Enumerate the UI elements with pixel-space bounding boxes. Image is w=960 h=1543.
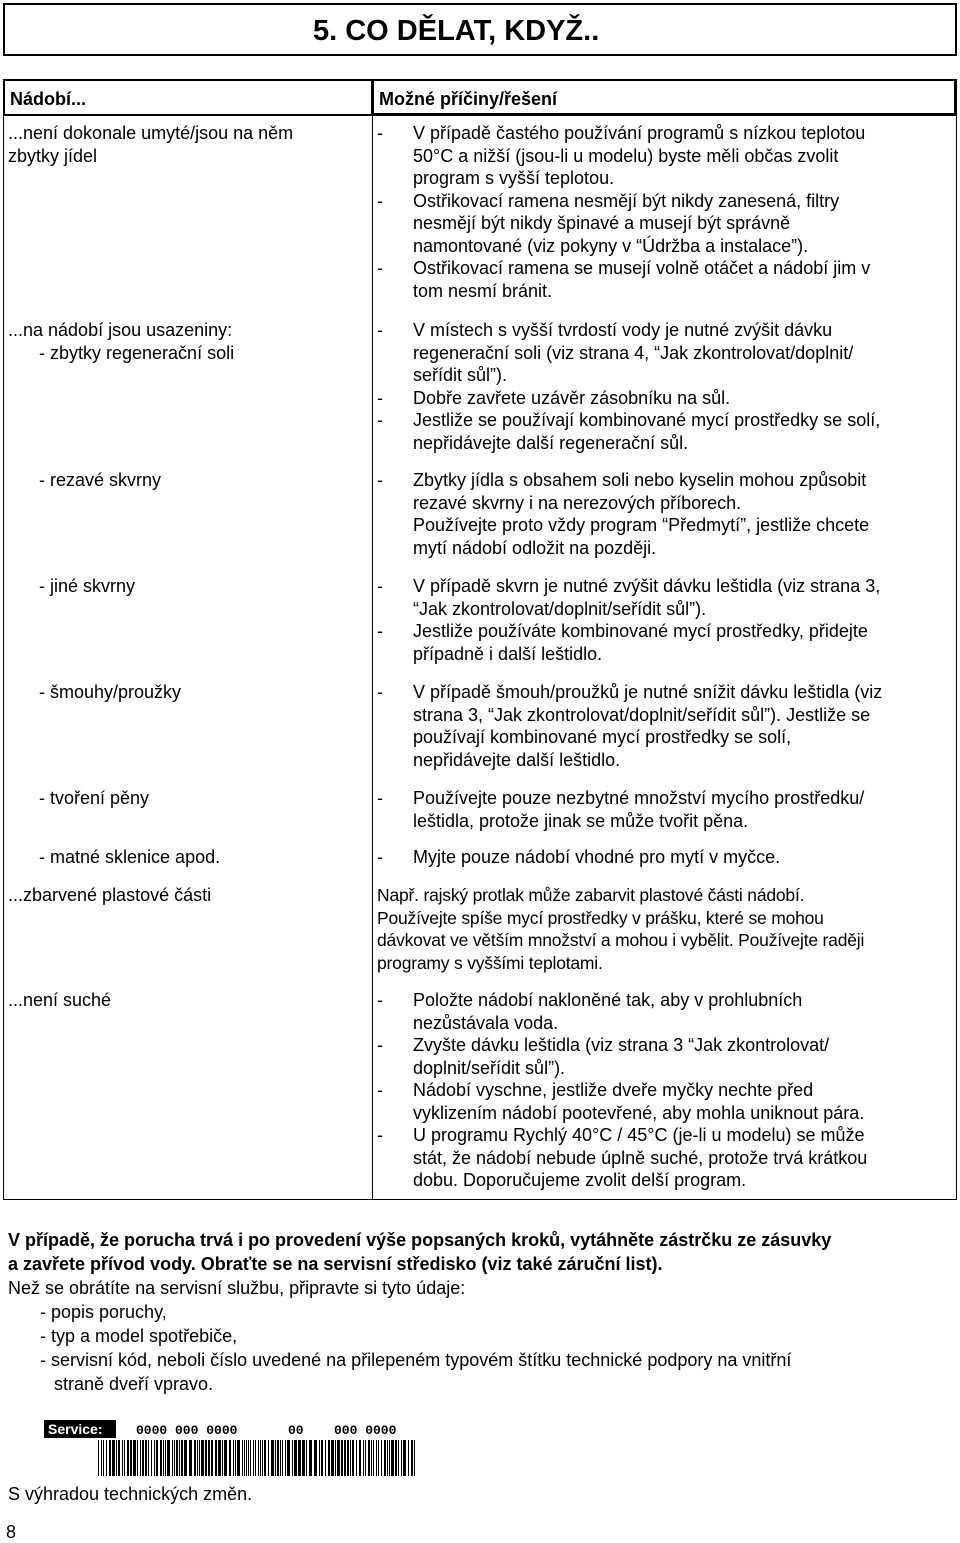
barcode-bar — [224, 1440, 227, 1476]
cause-line: ...na nádobí jsou usazeniny: — [8, 320, 233, 340]
service-note — [8, 1228, 953, 1396]
barcode-bar — [156, 1440, 158, 1476]
barcode-bar — [298, 1440, 301, 1476]
barcode-bar — [359, 1440, 361, 1476]
service-label-box — [44, 1420, 116, 1438]
cause-not-clean — [8, 122, 293, 167]
service-label — [44, 1418, 424, 1480]
barcode-bar — [235, 1440, 236, 1476]
barcode-bar — [103, 1440, 104, 1476]
barcode-bar — [287, 1440, 290, 1476]
barcode-bar — [109, 1440, 111, 1476]
barcode-bar — [321, 1440, 323, 1476]
barcode-bar — [172, 1440, 173, 1476]
cause-deposits — [8, 319, 234, 364]
barcode-bar — [237, 1440, 240, 1476]
solution-not-dry — [377, 989, 952, 1192]
cause-line: zbytky jídel — [8, 145, 98, 166]
list-item: - Používejte pouze nezbytné množství mycího prostředku/ leštidla, protože jinak se může tvořit pěna. — [377, 788, 865, 831]
header-dishes: Nádobí... — [10, 89, 86, 109]
barcode-bar — [319, 1440, 320, 1476]
cause-not-dry: ...není suché — [8, 990, 112, 1010]
barcode-bar — [211, 1440, 213, 1476]
barcode-bar — [335, 1440, 336, 1476]
barcode-bar — [106, 1440, 107, 1476]
list-item: - Zbytky jídla s obsahem soli nebo kyselin mohou způsobit rezavé skvrny i na nerezových příborech. Používejte proto vždy program “Předmytí”, jestliže chcete mytí nádobí odložit na později. — [377, 470, 870, 558]
list-item: - V případě skvrn je nutné zvýšit dávku leštidla (viz strana 3, “Jak zkontrolovat/doplnit/seřídit sůl”). — [377, 576, 881, 619]
barcode-bar — [205, 1440, 207, 1476]
barcode-bar — [133, 1440, 136, 1476]
barcode-bar — [250, 1440, 251, 1476]
barcode-bar — [363, 1440, 364, 1476]
cause-foam: - tvoření pěny — [39, 788, 150, 808]
barcode-bar — [285, 1440, 286, 1476]
barcode-bar — [262, 1440, 263, 1476]
service-code: 0000 000 0000 — [136, 1423, 238, 1438]
barcode-bar — [314, 1440, 317, 1476]
cause-discolored-plastic: ...zbarvené plastové části — [8, 885, 212, 905]
list-item: - Jestliže používáte kombinované mycí prostředky, přidejte případně i další leštidlo. — [377, 621, 868, 664]
barcode-bar — [118, 1440, 120, 1476]
barcode-bar — [387, 1440, 388, 1476]
barcode-bar — [352, 1440, 354, 1476]
barcode-bar — [381, 1440, 382, 1476]
solution-rust — [377, 469, 952, 559]
barcode-bar — [260, 1440, 261, 1476]
column-divider — [372, 115, 373, 1200]
barcode-bar — [356, 1440, 357, 1476]
barcode-bar — [124, 1440, 125, 1476]
page-number: 8 — [6, 1522, 17, 1542]
list-item: - V případě šmouh/proužků je nutné snížit dávku leštidla (viz strana 3, “Jak zkontrolovat/doplnit/seřídit sůl”). Jestliže se používají kombinované mycí prostředky se solí, nepřidávejte další leštidlo. — [377, 682, 883, 770]
note-item: - servisní kód, neboli číslo uvedené na přilepeném typovém štítku technické podpory na vnitřní — [40, 1350, 792, 1370]
barcode-bar — [137, 1440, 138, 1476]
barcode-bar — [325, 1440, 326, 1476]
barcode-bar — [122, 1440, 123, 1476]
barcode-bar — [337, 1440, 340, 1476]
barcode-bar — [384, 1440, 386, 1476]
barcode-bar — [306, 1440, 307, 1476]
barcode-bar — [268, 1440, 269, 1476]
solution-deposits — [377, 319, 952, 454]
page-title: 5. CO DĚLAT, KDYŽ.. — [313, 15, 600, 47]
barcode-bar — [378, 1440, 379, 1476]
barcode-bar — [194, 1440, 196, 1476]
barcode-bar — [280, 1440, 281, 1476]
barcode-bar — [244, 1440, 245, 1476]
barcode-bar — [371, 1440, 372, 1476]
barcode-bar — [165, 1440, 166, 1476]
list-item: - Ostřikovací ramena se musejí volně otáčet a nádobí jim v tom nesmí bránit. — [377, 258, 871, 301]
service-code-3: 000 0000 — [334, 1423, 397, 1438]
cause-dull-glasses: - matné sklenice apod. — [39, 847, 221, 867]
list-item: - Nádobí vyschne, jestliže dveře myčky nechte před vyklizením nádobí pootevřené, aby mohla uniknout pára. — [377, 1080, 865, 1123]
barcode-bar — [145, 1440, 147, 1476]
barcode-bar — [127, 1440, 129, 1476]
barcode-bar — [179, 1440, 180, 1476]
barcode-bar — [255, 1440, 256, 1476]
barcode-bar — [376, 1440, 377, 1476]
note-intro: Než se obrátíte na servisní službu, připravte si tyto údaje: — [8, 1278, 466, 1298]
barcode-bar — [154, 1440, 155, 1476]
barcode-bar — [189, 1440, 192, 1476]
list-item: - Ostřikovací ramena nesmějí být nikdy zanesená, filtry nesmějí být nikdy špinavé a musejí být správně namontované (viz pokyny v “Údržba a instalace”). — [377, 190, 840, 256]
barcode-bar — [403, 1440, 406, 1476]
barcode-bar — [201, 1440, 204, 1476]
barcode-bar — [253, 1440, 254, 1476]
barcode-bar — [215, 1440, 217, 1476]
barcode-bar — [331, 1440, 334, 1476]
barcode-bar — [395, 1440, 397, 1476]
barcode-bar — [368, 1440, 370, 1476]
barcode-bar — [167, 1440, 170, 1476]
barcode-bar — [398, 1440, 399, 1476]
list-item: - Položte nádobí nakloněné tak, aby v prohlubních nezůstávala voda. — [377, 990, 803, 1033]
solution-foam — [377, 787, 952, 832]
barcode-bar — [271, 1440, 274, 1476]
solution-not-clean — [377, 122, 952, 302]
barcode-bar — [401, 1440, 402, 1476]
barcode-bar — [389, 1440, 390, 1476]
barcode-bar — [248, 1440, 249, 1476]
list-item: - Myjte pouze nádobí vhodné pro mytí v myčce. — [377, 847, 781, 867]
barcode-bars — [98, 1440, 415, 1476]
barcode-bar — [264, 1440, 266, 1476]
header-causes: Možné příčiny/řešení — [379, 89, 558, 109]
barcode-bar — [181, 1440, 183, 1476]
barcode-bar — [275, 1440, 276, 1476]
solution-dull-glasses — [377, 846, 952, 869]
service-code-2: 00 — [288, 1423, 304, 1438]
barcode-bar — [411, 1440, 413, 1476]
barcode-bar — [302, 1440, 305, 1476]
note-item: - typ a model spotřebiče, — [40, 1326, 238, 1346]
barcode-bar — [142, 1440, 144, 1476]
barcode-bar — [246, 1440, 247, 1476]
solution-other-stains — [377, 575, 952, 665]
barcode-bar — [208, 1440, 210, 1476]
barcode-bar — [197, 1440, 198, 1476]
note-warning: a zavřete přívod vody. Obraťte se na servisní středisko (viz také záruční list). — [8, 1254, 663, 1274]
footer-note: S výhradou technických změn. — [8, 1484, 253, 1504]
list-item: - U programu Rychlý 40°C / 45°C (je-li u modelu) se může stát, že nádobí nebude úplně suché, protože trvá krátkou dobu. Doporučujeme zvolit delší program. — [377, 1125, 868, 1190]
barcode-bar — [391, 1440, 394, 1476]
barcode-bar — [233, 1440, 234, 1476]
barcode-bar — [151, 1440, 152, 1476]
cause-rust: - rezavé skvrny — [39, 470, 162, 490]
barcode-bar — [282, 1440, 283, 1476]
barcode-bar — [174, 1440, 175, 1476]
table-header-right — [372, 79, 957, 116]
barcode-bar — [176, 1440, 178, 1476]
list-item: - Dobře zavřete uzávěr zásobníku na sůl. — [377, 387, 731, 408]
barcode-bar — [258, 1440, 259, 1476]
barcode-bar — [414, 1440, 415, 1476]
barcode-bar — [365, 1440, 366, 1476]
barcode-bar — [130, 1440, 132, 1476]
list-item: - Zvyšte dávku leštidla (viz strana 3 “Jak zkontrolovat/ doplnit/seřídit sůl”). — [377, 1035, 830, 1078]
barcode-bar — [309, 1440, 312, 1476]
barcode-bar — [229, 1440, 231, 1476]
list-item: - V místech s vyšší tvrdostí vody je nutné zvýšit dávku regenerační soli (viz strana 4, “Jak zkontrolovat/doplnit/ seřídit sůl”). — [377, 320, 854, 385]
barcode-bar — [163, 1440, 164, 1476]
barcode-bar — [222, 1440, 223, 1476]
barcode-bar — [101, 1440, 102, 1476]
barcode-bar — [294, 1440, 297, 1476]
barcode-bar — [218, 1440, 221, 1476]
barcode-bar — [140, 1440, 141, 1476]
note-item: straně dveří vpravo. — [54, 1374, 214, 1394]
barcode-bar — [148, 1440, 149, 1476]
list-item: - Jestliže se používají kombinované mycí prostředky se solí, nepřidávejte další regenerační sůl. — [377, 410, 881, 453]
barcode-bar — [328, 1440, 330, 1476]
solution-discolored-plastic: Např. rajský protlak může zabarvit plastové části nádobí. Používejte spíše mycí prostředky v prášku, které se mohou dávkovat ve větším množství a mohou i vybělit. Používejte raději programy s vyššími teplotami. — [377, 885, 865, 973]
barcode-bar — [347, 1440, 349, 1476]
barcode-bar — [112, 1440, 115, 1476]
barcode-bar — [341, 1440, 343, 1476]
barcode-bar — [98, 1440, 99, 1476]
barcode-bar — [373, 1440, 374, 1476]
barcode-bar — [199, 1440, 200, 1476]
barcode-bar — [408, 1440, 409, 1476]
barcode-bar — [350, 1440, 351, 1476]
service-label-text: Service: — [48, 1421, 103, 1437]
barcode-bar — [344, 1440, 346, 1476]
cause-line: - zbytky regenerační soli — [39, 342, 235, 363]
barcode-bar — [160, 1440, 162, 1476]
barcode-bar — [116, 1440, 117, 1476]
table-header-left — [3, 79, 373, 116]
barcode-bar — [277, 1440, 279, 1476]
note-warning: V případě, že porucha trvá i po provedení výše popsaných kroků, vytáhněte zástrčku ze zásuvky — [8, 1230, 832, 1250]
cause-other-stains: - jiné skvrny — [39, 576, 136, 596]
barcode-bar — [292, 1440, 293, 1476]
cause-line: ...není dokonale umyté/jsou na něm — [8, 123, 294, 143]
list-item: - V případě častého používání programů s nízkou teplotou 50°C a nižší (jsou-li u modelu) byste měli občas zvolit program s vyšší teplotou. — [377, 123, 866, 188]
solution-streaks — [377, 681, 952, 771]
barcode-bar — [242, 1440, 243, 1476]
barcode-bar — [184, 1440, 187, 1476]
note-item: - popis poruchy, — [40, 1302, 167, 1322]
cause-streaks: - šmouhy/proužky — [39, 682, 182, 702]
